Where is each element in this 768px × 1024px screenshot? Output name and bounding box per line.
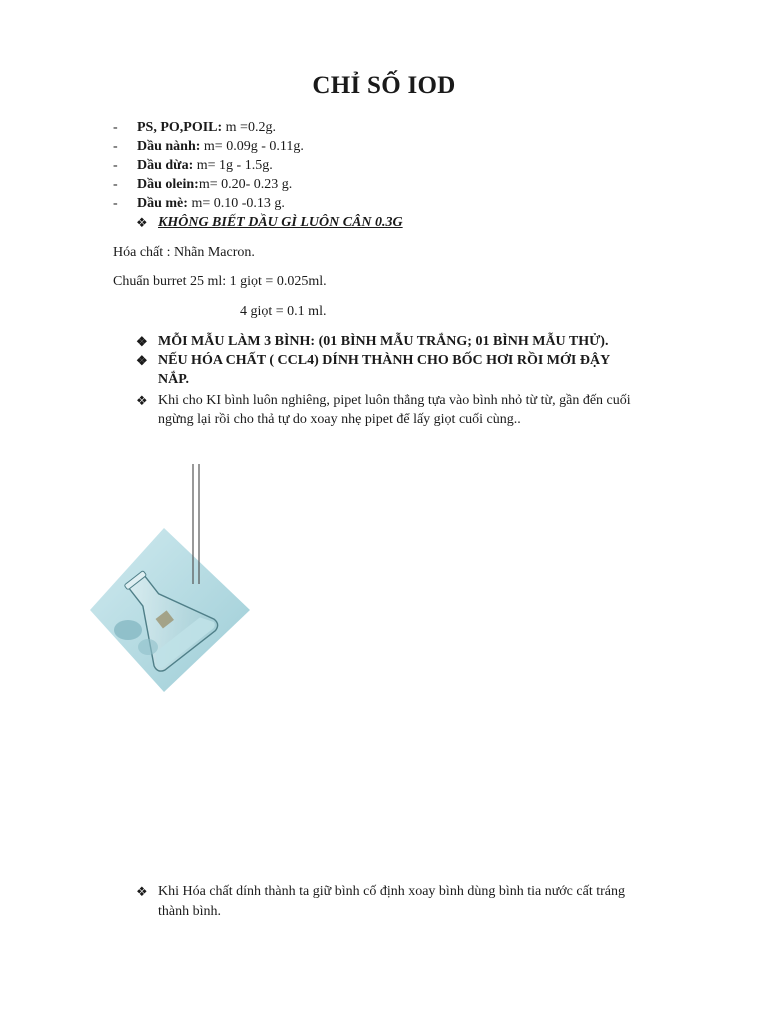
list-item: - Dầu mè: m= 0.10 -0.13 g.: [113, 196, 285, 211]
tip-ki-pipette: ❖ Khi cho KI bình luôn nghiêng, pipet luôn thẳng tựa vào bình nhỏ từ từ, gần đến cuối ngừng lại rồi cho thả tự do xoay nhẹ pipet để lấy giọt cuối cùng..: [136, 393, 631, 427]
list-item: - PS, PO,POIL: m =0.2g.: [113, 120, 276, 135]
diamond-bullet-icon: ❖: [136, 393, 148, 408]
page-title: CHỈ SỐ IOD: [312, 72, 456, 99]
tip-rinse-flask: ❖ Khi Hóa chất dính thành ta giữ bình cố định xoay bình dùng bình tia nước cất tráng thành bình.: [136, 882, 625, 922]
mass-value: m= 0.10 -0.13 g.: [187, 196, 285, 211]
oil-name: Dầu dừa:: [137, 158, 194, 173]
erlenmeyer-flask-icon: [88, 462, 258, 702]
mass-value: m= 0.09g - 0.11g.: [200, 139, 304, 154]
default-weigh-note: ❖ KHÔNG BIẾT DẦU GÌ LUÔN CÂN 0.3G: [136, 215, 403, 230]
list-item: - Dầu olein:m= 0.20- 0.23 g.: [113, 177, 293, 192]
mass-value: m= 0.20- 0.23 g.: [198, 177, 293, 192]
burette-line-2: 4 giọt = 0.1 ml.: [240, 304, 327, 319]
diamond-bullet-icon: ❖: [136, 334, 148, 349]
list-item: - Dầu dừa: m= 1g - 1.5g.: [113, 158, 273, 173]
mass-value: m= 1g - 1.5g.: [193, 158, 273, 173]
oil-name: Dầu mè:: [137, 196, 188, 211]
mass-value: m =0.2g.: [222, 120, 276, 135]
diamond-bullet-icon: ❖: [136, 884, 148, 899]
oil-name: Dầu nành:: [137, 139, 201, 154]
chemical-note: Hóa chất : Nhãn Macron.: [113, 245, 255, 260]
rule-three-flasks: ❖ MỖI MẪU LÀM 3 BÌNH: (01 BÌNH MẪU TRẮNG; 01 BÌNH MẪU THỬ).: [136, 334, 609, 349]
diamond-bullet-icon: ❖: [136, 353, 148, 368]
rule-ccl4: ❖ NẾU HÓA CHẤT ( CCL4) DÍNH THÀNH CHO BỐC HƠI RỒI MỚI ĐẬY NẮP.: [136, 353, 611, 387]
oil-name: Dầu olein:: [137, 177, 199, 192]
oil-name: PS, PO,POIL:: [137, 120, 223, 135]
list-item: - Dầu nành: m= 0.09g - 0.11g.: [113, 139, 304, 154]
diamond-bullet-icon: ❖: [136, 215, 148, 230]
burette-line-1: Chuẩn burret 25 ml: 1 giọt = 0.025ml.: [113, 274, 327, 289]
flask-pipette-illustration: [88, 462, 258, 702]
